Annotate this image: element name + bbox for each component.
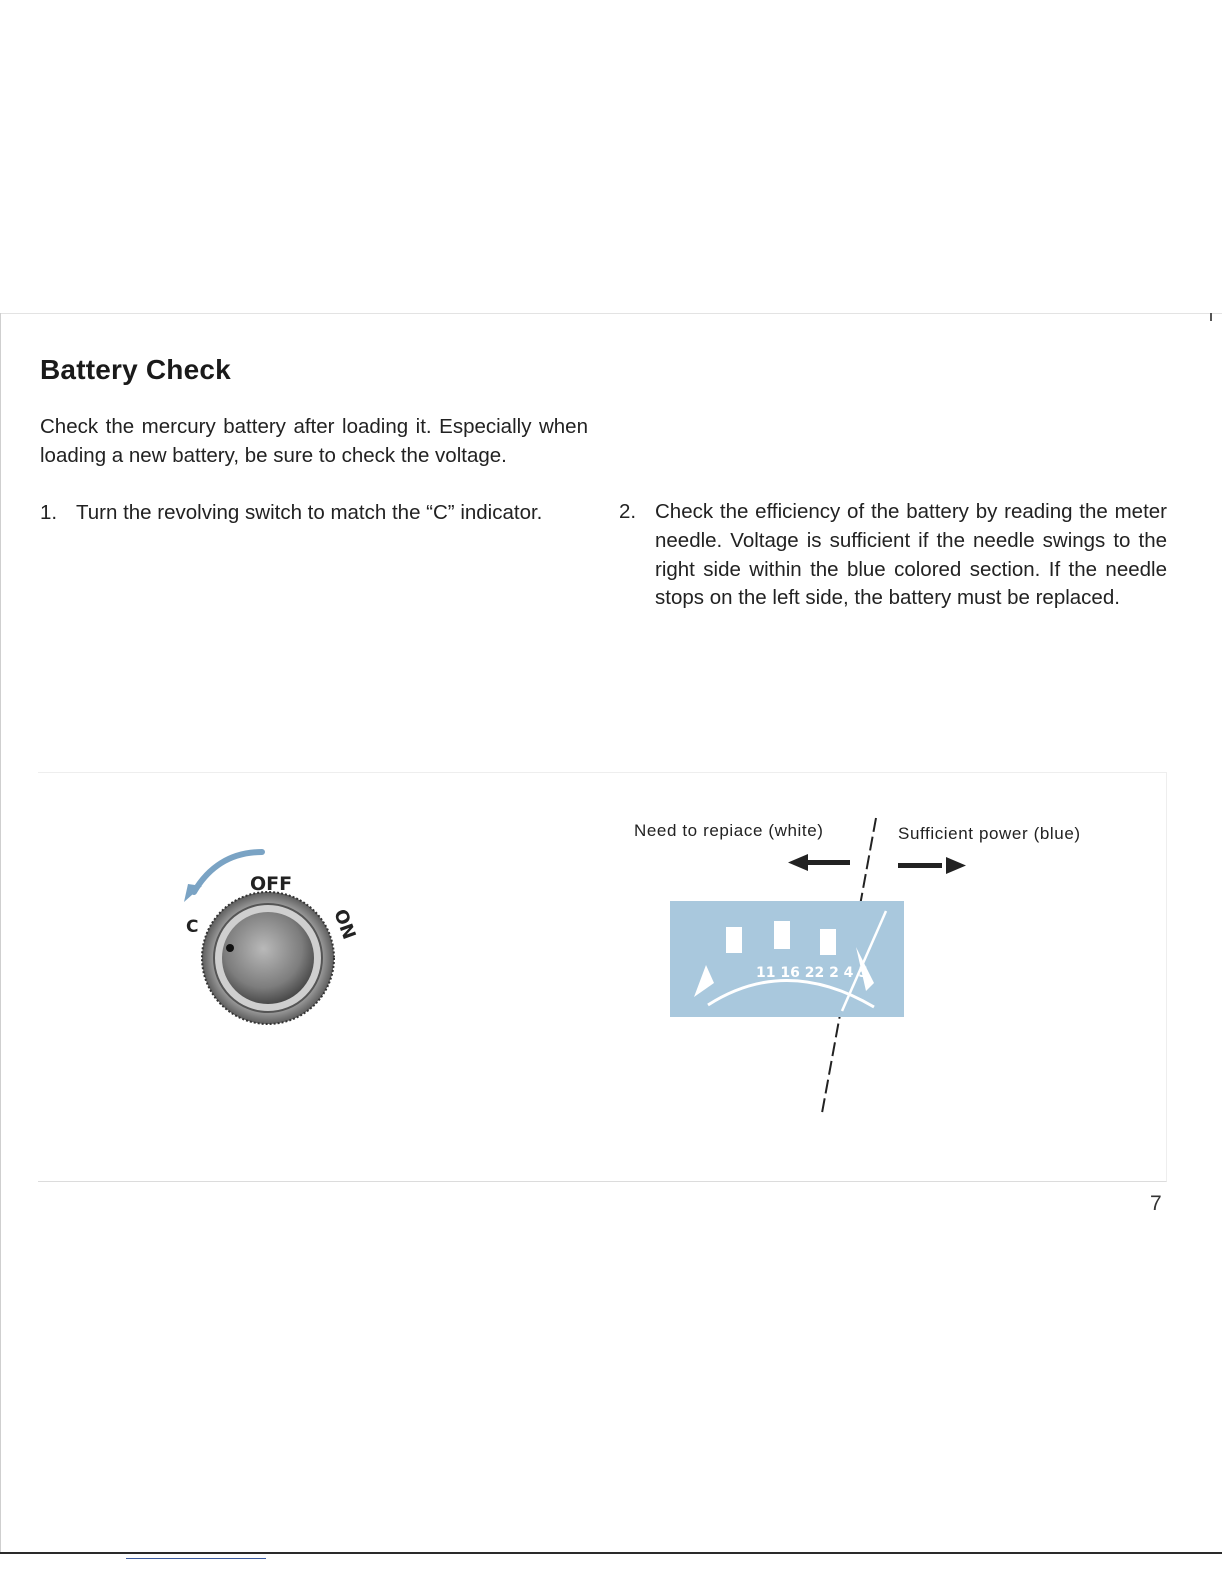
rotate-arrowhead <box>184 884 202 902</box>
page-title: Battery Check <box>40 354 231 385</box>
label-need-to-replace: Need to repiace (white) <box>634 821 824 840</box>
dial-label-c: C <box>186 917 199 937</box>
step-2-text: Check the efficiency of the battery by reading the meter needle. Voltage is sufficient if the needle swings to the right side within the blue colored section. If the needle stops on the left side, the battery must be replaced. <box>655 500 1167 610</box>
step-1-number: 1. <box>40 501 58 524</box>
dial-face <box>222 912 314 1004</box>
battery-meter-illustration <box>660 815 930 1115</box>
step-1 <box>40 499 588 528</box>
step-2-number: 2. <box>619 500 637 523</box>
page-corner-tick <box>1210 313 1212 321</box>
dial-index-dot <box>226 944 234 952</box>
label-sufficient-power: Sufficient power (blue) <box>898 824 1081 843</box>
meter-scale-text: 11 16 22 2 4 5 <box>756 965 869 981</box>
step-1-text: Turn the revolving switch to match the “C” indicator. <box>76 501 543 524</box>
page-bottom-edge <box>0 1552 1222 1554</box>
step-2 <box>619 498 1167 613</box>
meter-window <box>670 901 904 1017</box>
page-number: 7 <box>1150 1192 1162 1215</box>
intro-paragraph: Check the mercury battery after loading it. Especially when loading a new battery, be sure to check the voltage. <box>40 415 588 467</box>
left-arrow-icon <box>788 854 850 871</box>
revolving-switch-illustration <box>170 840 390 1050</box>
dial-label-on: ON <box>329 906 360 943</box>
dial-label-off: OFF <box>250 873 293 895</box>
page-left-edge <box>0 313 1 1553</box>
footer-rule <box>126 1558 266 1559</box>
